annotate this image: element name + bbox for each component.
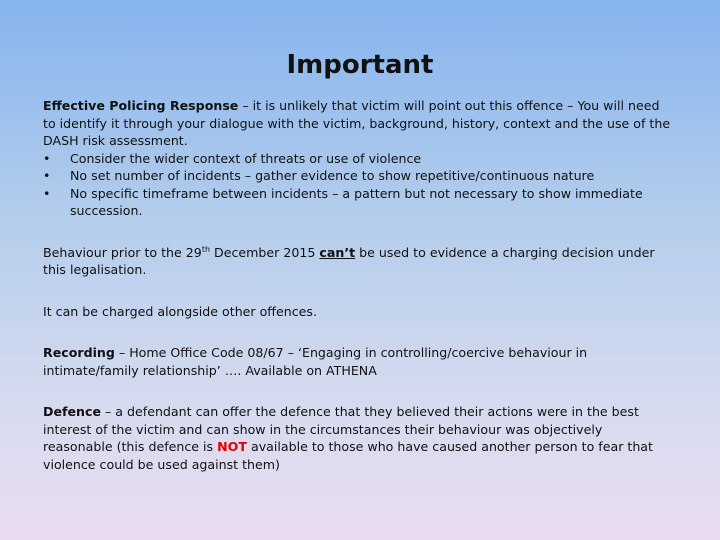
bullet-icon: •: [43, 150, 51, 166]
defence-paragraph: [43, 403, 675, 473]
bullet-list: [43, 150, 675, 220]
effective-policing-heading: Effective Policing Response: [43, 98, 239, 113]
behaviour-text-date: December 2015: [210, 244, 320, 260]
bullet-icon: •: [43, 168, 51, 183]
recording-paragraph: [43, 344, 675, 379]
defence-heading: Defence: [43, 404, 101, 419]
behaviour-text-start: Behaviour prior to the 29: [43, 244, 202, 260]
slide-title: Important: [286, 50, 434, 80]
effective-policing-paragraph: [43, 97, 675, 150]
bullet-text: Consider the wider context of threats or use of violence: [70, 150, 422, 166]
bullet-text: No specific timeframe between incidents – a pattern but not necessary to show immediate succession.: [70, 185, 643, 218]
slide-body: [43, 97, 675, 473]
charged-paragraph: It can be charged alongside other offences.: [43, 303, 317, 319]
recording-text: – Home Office Code 08/67 – ‘Engaging in controlling/coercive behaviour in intimate/family relationship’ …. Available on ATHENA: [43, 345, 588, 378]
bullet-item: [43, 150, 675, 168]
bullet-text: No set number of incidents – gather evidence to show repetitive/continuous nature: [70, 168, 595, 183]
defence-text-start: – a defendant can offer the defence that they believed their actions were in the best interest of the victim and can show in the circumstances their behaviour was objectively reasonable (this defence is: [43, 404, 639, 454]
bullet-item: [43, 167, 675, 185]
bullet-icon: •: [43, 185, 51, 201]
effective-policing-text: – it is unlikely that victim will point out this offence – You will need to identify it through your dialogue with the victim, background, history, context and the use of the DASH risk assessment.: [43, 98, 671, 148]
behaviour-ordinal: th: [201, 244, 211, 254]
behaviour-emphasis: can’t: [319, 244, 356, 260]
behaviour-text-end: be used to evidence a charging decision under this legalisation.: [43, 244, 655, 277]
bullet-item: [43, 185, 675, 220]
defence-emphasis: NOT: [217, 439, 247, 454]
recording-heading: Recording: [43, 345, 115, 360]
defence-text-end: available to those who have caused another person to fear that violence could be used against them): [43, 439, 653, 472]
behaviour-paragraph: [43, 244, 675, 279]
